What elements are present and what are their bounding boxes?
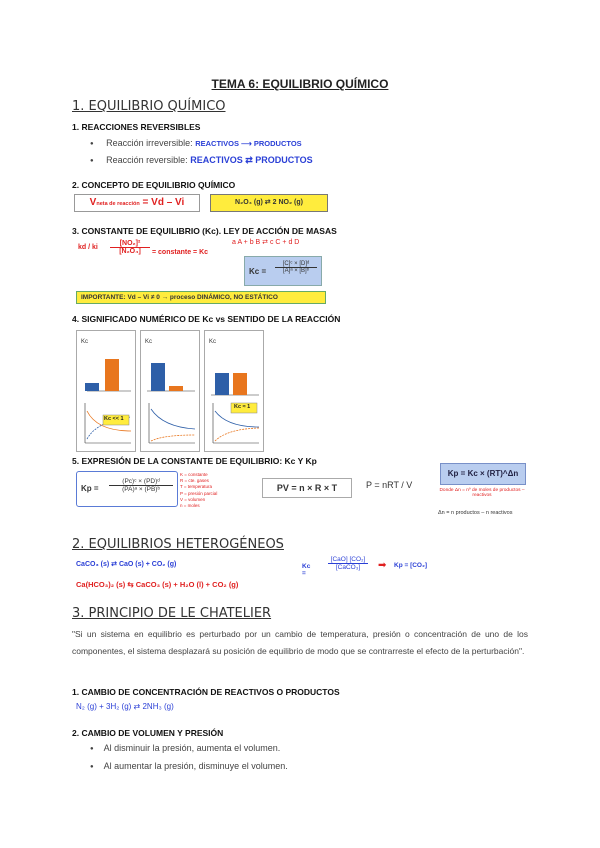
bar-equal-products — [233, 373, 247, 395]
delta-n-formula: Δn = n productos – n reactivos — [438, 510, 513, 516]
chart-kc-large-svg — [141, 331, 199, 451]
kp-note: Donde Δn = nº de moles de productos – reactivos — [439, 488, 525, 498]
chart-kc-small-kc-label: Kc — [81, 339, 89, 345]
formula-irreversible: REACTIVOS ⟶ PRODUCTOS — [195, 139, 302, 148]
subheading-volume-pressure: 2. CAMBIO DE VOLUMEN Y PRESIÓN — [72, 728, 224, 738]
subheading-significance: 4. SIGNIFICADO NUMÉRICO DE Kc vs SENTIDO DE LA REACCIÓN — [72, 314, 341, 324]
section-heading-1: 1. EQUILIBRIO QUÍMICO — [72, 99, 226, 114]
kp-box: Kp = (Pc)ᶜ × (PD)ᵈ (PA)ᵃ × (PB)ᵇ — [76, 471, 178, 507]
bicarbonate-equation: Ca(HCO₃)₂ (s) ⇆ CaCO₃ (s) + H₂O (l) + CO₂ (g) — [76, 580, 239, 589]
bar-equal-reactants — [215, 373, 229, 395]
caco3-equation: CaCO₃ (s) ⇄ CaO (s) + CO₂ (g) — [76, 561, 177, 568]
pressure-equation: P = nRT / V — [366, 480, 413, 490]
chart-kc-equal-svg — [205, 331, 263, 451]
legend-notes: K = constante R = cte. gases T = temperatura P = presión parcial V = volumen n = moles — [180, 472, 218, 509]
ammonia-equation: N₂ (g) + 3H₂ (g) ⇄ 2NH₃ (g) — [76, 702, 174, 711]
bar-large-products — [169, 386, 183, 391]
kp-kc-relation-box: Kp = Kc × (RT)^Δn — [440, 463, 526, 485]
bar-large-reactants — [151, 363, 165, 391]
section-heading-3: 3. PRINCIPIO DE LE CHATELIER — [72, 606, 272, 621]
ideal-gas-box: PV = n × R × T — [262, 478, 352, 498]
heterogeneous-kp: Kp = [CO₂] — [394, 562, 428, 569]
formula-reversible: REACTIVOS ⇄ PRODUCTOS — [190, 155, 313, 165]
curve-large-2 — [151, 435, 195, 441]
curve-large-1 — [151, 409, 195, 429]
chart-kc-large — [140, 330, 200, 452]
subheading-concentration: 1. CAMBIO DE CONCENTRACIÓN DE REACTIVOS O PRODUCTOS — [72, 687, 340, 697]
subheading-constant: 3. CONSTANTE DE EQUILIBRIO (Kc). LEY DE ACCIÓN DE MASAS — [72, 226, 337, 236]
le-chatelier-quote: "Si un sistema en equilibrio es perturbado por un cambio de temperatura, presión o concentración de uno de los componentes, el sistema desplazará su posición de equilibrio de modo que se contrarreste el efecto de la perturbación". — [72, 629, 528, 656]
page-title: TEMA 6: EQUILIBRIO QUÍMICO — [211, 77, 389, 91]
bullet-decrease-pressure: ● Al disminuir la presión, aumenta el volumen. — [90, 743, 280, 753]
vneta-formula-box: Vneta de reacción = Vd – Vi — [74, 194, 200, 212]
subheading-reversible: 1. REACCIONES REVERSIBLES — [72, 122, 201, 132]
bullet-increase-pressure: ● Al aumentar la presión, disminuye el volumen. — [90, 761, 288, 771]
bar-small-products — [105, 359, 119, 391]
kc-fraction: [NO₂]² [N₂O₄] — [110, 240, 150, 255]
chart-kc-large-kc-label: Kc — [145, 339, 153, 345]
chart-kc-equal-kc-label: Kc — [209, 339, 217, 345]
general-equation: a A + b B ⇄ c C + d D — [232, 239, 300, 246]
chart3-label: Kc ≈ 1 — [234, 404, 251, 410]
chart-kc-small — [76, 330, 136, 452]
kc-general-box: Kc = [C]ᶜ × [D]ᵈ [A]ᵃ × [B]ᵇ — [244, 256, 322, 286]
arrow-right-icon: ➡ — [378, 560, 387, 571]
section-heading-2: 2. EQUILIBRIOS HETEROGÉNEOS — [72, 537, 284, 552]
bar-small-reactants — [85, 383, 99, 391]
subheading-concept: 2. CONCEPTO DE EQUILIBRIO QUÍMICO — [72, 180, 236, 190]
kd-ki-ratio: kd / ki — [78, 244, 98, 251]
bullet-irreversible: ● Reacción irreversible: REACTIVOS ⟶ PRODUCTOS — [90, 138, 302, 148]
chart-kc-small-svg — [77, 331, 135, 451]
no2-equation-box: N₂O₄ (g) ⇄ 2 NO₂ (g) — [210, 194, 328, 212]
curve-equal-1 — [215, 411, 259, 427]
chart-kc-equal — [204, 330, 264, 452]
bullet-reversible: ● Reacción reversible: REACTIVOS ⇄ PRODUCTOS — [90, 155, 313, 166]
curve-equal-2 — [215, 428, 259, 441]
subheading-expression: 5. EXPRESIÓN DE LA CONSTANTE DE EQUILIBRIO: Kc Y Kp — [72, 456, 317, 466]
important-note: IMPORTANTE: Vd – Vi ≠ 0 → proceso DINÁMICO, NO ESTÁTICO — [76, 291, 326, 304]
constant-kc: = constante = Kc — [152, 249, 209, 256]
chart1-label: Kc << 1 — [104, 416, 124, 422]
